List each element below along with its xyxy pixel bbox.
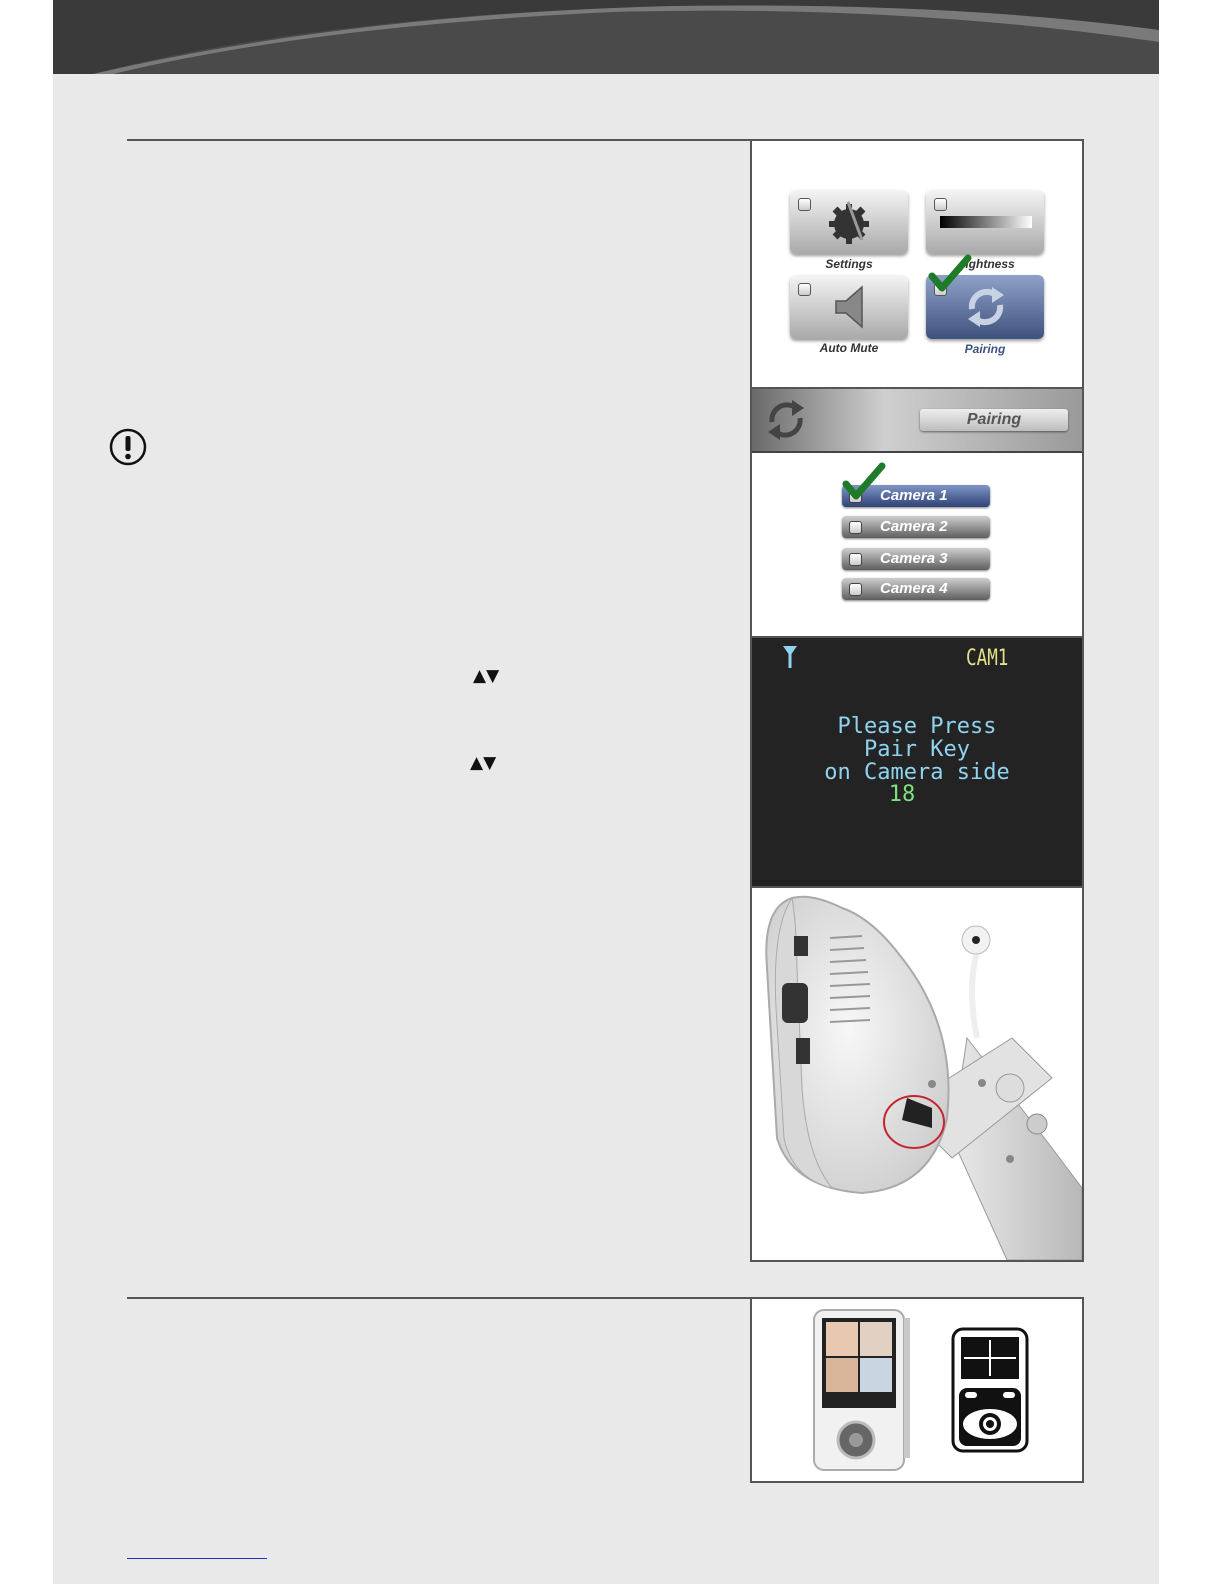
section-divider-top xyxy=(127,139,750,141)
camera-checkbox xyxy=(849,553,862,566)
camera-2-label: Camera 2 xyxy=(880,518,948,535)
pairing-title-box xyxy=(920,409,1068,431)
lcd-countdown: 18 xyxy=(888,782,916,807)
camera-1-label: Camera 1 xyxy=(880,487,948,504)
gear-icon xyxy=(826,200,872,246)
lcd-message-line-3: on Camera side xyxy=(824,760,1010,785)
brightness-bar-icon xyxy=(940,216,1032,228)
settings-tile-label: Settings xyxy=(825,257,873,271)
speaker-icon xyxy=(830,283,870,331)
tile-checkbox xyxy=(798,283,811,296)
settings-tile[interactable] xyxy=(790,190,908,254)
pairing-arrows-icon xyxy=(762,395,810,445)
pairing-header-bar xyxy=(752,389,1082,453)
signal-antenna-icon xyxy=(782,645,798,669)
pairing-tile-label: Pairing xyxy=(964,342,1006,356)
monitor-line-drawing-icon xyxy=(950,1326,1030,1454)
camera-4-button[interactable] xyxy=(842,578,990,600)
camera-3-button[interactable] xyxy=(842,548,990,570)
baby-monitor-photo xyxy=(808,1304,914,1476)
tile-checkbox xyxy=(798,198,811,211)
up-down-arrows-icon: ▲▼ xyxy=(470,753,497,773)
section-divider-bottom xyxy=(127,1297,750,1299)
cam-label: CAM1 xyxy=(966,646,1009,671)
checkmark-icon xyxy=(842,462,886,502)
monitor-device-panel xyxy=(750,1297,1084,1483)
checkmark-icon xyxy=(928,254,972,294)
brightness-tile[interactable] xyxy=(926,190,1044,254)
camera-2-button[interactable] xyxy=(842,516,990,538)
footer-link-underline[interactable] xyxy=(127,1558,267,1559)
auto-mute-tile-label: Auto Mute xyxy=(819,341,879,355)
lcd-message-line-2: Pair Key xyxy=(864,737,970,762)
camera-checkbox xyxy=(849,521,862,534)
tile-checkbox xyxy=(934,198,947,211)
auto-mute-tile[interactable] xyxy=(790,275,908,339)
page-header-band xyxy=(53,0,1159,74)
brightness-tile-label: ightness xyxy=(965,257,1015,271)
camera-4-label: Camera 4 xyxy=(880,580,948,597)
pairing-title: Pairing xyxy=(966,411,1022,428)
camera-unit-illustration xyxy=(752,888,1082,1260)
lcd-message-line-1: Please Press xyxy=(837,714,997,739)
camera-checkbox xyxy=(849,583,862,596)
warning-icon xyxy=(108,427,148,467)
up-down-arrows-icon: ▲▼ xyxy=(473,666,500,686)
camera-3-label: Camera 3 xyxy=(880,550,948,567)
